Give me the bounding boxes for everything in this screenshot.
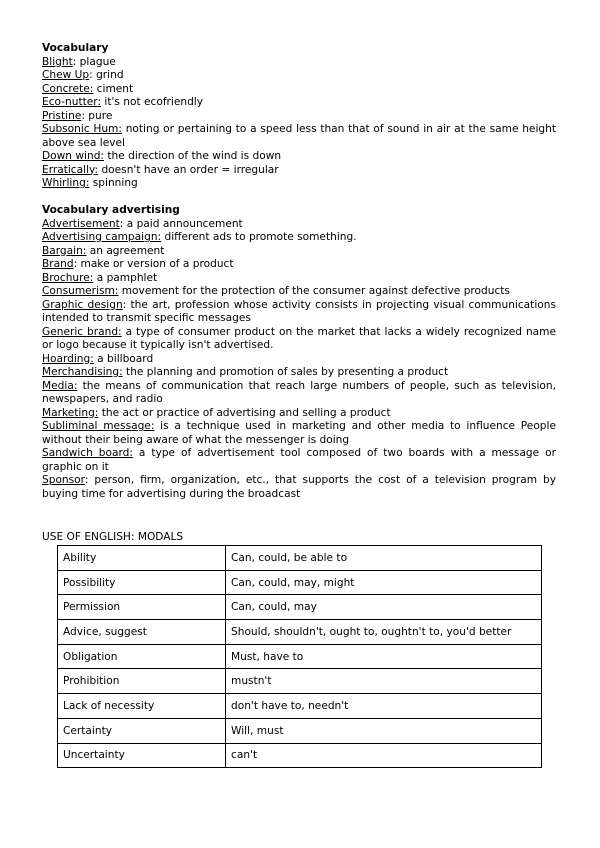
modal-verbs-cell: Can, could, may, might bbox=[226, 570, 542, 595]
ad-term: Bargain: bbox=[42, 244, 87, 257]
ad-definition: a billboard bbox=[93, 352, 154, 365]
ad-term: Graphic design bbox=[42, 298, 123, 311]
ad-term: Advertising campaign: bbox=[42, 231, 162, 243]
vocabulary-list bbox=[42, 56, 556, 191]
ad-entry bbox=[42, 258, 556, 272]
modal-function-cell: Ability bbox=[58, 546, 226, 571]
modal-function-cell: Obligation bbox=[58, 644, 226, 669]
ad-term: Brochure: bbox=[42, 271, 94, 284]
ad-definition: : a paid announcement bbox=[119, 217, 243, 230]
vocab-definition: the direction of the wind is down bbox=[104, 150, 282, 162]
modal-verbs-cell: don't have to, needn't bbox=[226, 694, 542, 719]
vocab-definition: doesn't have an order = irregular bbox=[98, 163, 279, 176]
ad-term: Hoarding: bbox=[42, 352, 94, 365]
vocab-definition: noting or pertaining to a speed less than that of sound in air at the same height above sea level bbox=[42, 123, 556, 149]
table-row bbox=[58, 546, 542, 571]
vocab-term: Concrete: bbox=[42, 82, 94, 95]
ad-definition: the means of communication that reach large numbers of people, such as television, newspapers, and radio bbox=[42, 379, 556, 405]
vocab-term: Erratically: bbox=[42, 163, 99, 176]
vocab-definition: : pure bbox=[81, 109, 113, 122]
vocab-definition: ciment bbox=[93, 82, 134, 95]
ad-entry bbox=[42, 245, 556, 259]
vocab-term: Subsonic Hum: bbox=[42, 123, 122, 135]
ad-definition: : make or version of a product bbox=[73, 258, 234, 270]
ad-entry bbox=[42, 420, 556, 447]
ad-entry bbox=[42, 299, 556, 326]
vocab-definition: spinning bbox=[89, 177, 138, 189]
ad-entry bbox=[42, 407, 556, 421]
vocab-term: Down wind: bbox=[42, 150, 105, 162]
modal-function-cell: Lack of necessity bbox=[58, 694, 226, 719]
vocabulary-heading: Vocabulary bbox=[42, 42, 109, 54]
modal-function-cell: Possibility bbox=[58, 570, 226, 595]
ad-definition: different ads to promote something. bbox=[161, 231, 357, 243]
ad-entry bbox=[42, 285, 556, 299]
table-row bbox=[58, 694, 542, 719]
vocab-definition: : grind bbox=[89, 69, 124, 81]
ad-term: Consumerism: bbox=[42, 285, 119, 297]
ad-entry bbox=[42, 353, 556, 367]
modal-verbs-cell: Should, shouldn't, ought to, oughtn't to, you'd better bbox=[226, 620, 542, 645]
modal-verbs-cell: Will, must bbox=[226, 718, 542, 743]
advertising-list bbox=[42, 218, 556, 502]
ad-definition: : person, firm, organization, etc., that supports the cost of a television program by buying time for advertising during the broadcast bbox=[42, 474, 556, 500]
document-page bbox=[42, 42, 556, 501]
modal-verbs-cell: can't bbox=[226, 743, 542, 768]
ad-definition: a type of consumer product on the market that lacks a widely recognized name or logo because it typically isn't advertised. bbox=[42, 325, 556, 351]
ad-term: Merchandising: bbox=[42, 366, 123, 378]
vocab-entry bbox=[42, 96, 556, 110]
vocab-entry bbox=[42, 56, 556, 70]
ad-term: Sandwich board: bbox=[42, 447, 133, 459]
vocab-term: Pristine bbox=[42, 109, 82, 122]
ad-entry bbox=[42, 447, 556, 474]
modal-function-cell: Advice, suggest bbox=[58, 620, 226, 645]
ad-definition: a pamphlet bbox=[93, 271, 158, 284]
ad-entry bbox=[42, 366, 556, 380]
table-row bbox=[58, 743, 542, 768]
ad-entry bbox=[42, 218, 556, 232]
ad-term: Generic brand: bbox=[42, 325, 122, 338]
vocab-definition: : plague bbox=[72, 55, 116, 68]
vocab-term: Chew Up bbox=[42, 69, 90, 81]
vocab-entry bbox=[42, 164, 556, 178]
ad-definition: an agreement bbox=[86, 244, 165, 257]
vocab-entry bbox=[42, 123, 556, 150]
modal-function-cell: Prohibition bbox=[58, 669, 226, 694]
ad-term: Media: bbox=[42, 379, 78, 392]
ad-term: Advertisement bbox=[42, 217, 120, 230]
ad-entry bbox=[42, 326, 556, 353]
vocab-term: Whirling: bbox=[42, 177, 90, 189]
vocab-entry bbox=[42, 110, 556, 124]
modal-verbs-cell: mustn't bbox=[226, 669, 542, 694]
table-row bbox=[58, 718, 542, 743]
modal-verbs-cell: Can, could, be able to bbox=[226, 546, 542, 571]
modal-verbs-cell: Can, could, may bbox=[226, 595, 542, 620]
modal-function-cell: Permission bbox=[58, 595, 226, 620]
modal-function-cell: Certainty bbox=[58, 718, 226, 743]
vocab-entry bbox=[42, 83, 556, 97]
section-spacer bbox=[42, 191, 556, 205]
ad-term: Marketing: bbox=[42, 406, 99, 419]
ad-definition: movement for the protection of the consumer against defective products bbox=[118, 285, 510, 297]
ad-definition: is a technique used in marketing and other media to influence People without their being aware of what the messenger is doing bbox=[42, 420, 556, 446]
ad-definition: the planning and promotion of sales by presenting a product bbox=[122, 366, 449, 378]
vocab-definition: it's not ecofriendly bbox=[101, 96, 204, 108]
ad-definition: the act or practice of advertising and selling a product bbox=[98, 406, 391, 419]
vocab-entry bbox=[42, 69, 556, 83]
ad-entry bbox=[42, 231, 556, 245]
vocab-term: Blight bbox=[42, 55, 73, 68]
table-row bbox=[58, 644, 542, 669]
ad-entry bbox=[42, 272, 556, 286]
ad-definition: a type of advertisement tool composed of two boards with a message or graphic on it bbox=[42, 447, 556, 473]
vocab-entry bbox=[42, 150, 556, 164]
table-row bbox=[58, 570, 542, 595]
ad-entry bbox=[42, 380, 556, 407]
table-row bbox=[58, 620, 542, 645]
ad-term: Sponsor bbox=[42, 474, 85, 486]
modal-function-cell: Uncertainty bbox=[58, 743, 226, 768]
table-row bbox=[58, 595, 542, 620]
ad-term: Subliminal message: bbox=[42, 420, 155, 432]
table-row bbox=[58, 669, 542, 694]
ad-term: Brand bbox=[42, 258, 74, 270]
ad-entry bbox=[42, 474, 556, 501]
ad-definition: : the art, profession whose activity consists in projecting visual communications intended to transmit specific messages bbox=[42, 298, 556, 324]
vocab-entry bbox=[42, 177, 556, 191]
advertising-heading: Vocabulary advertising bbox=[42, 204, 180, 216]
modals-heading: USE OF ENGLISH: MODALS bbox=[42, 531, 184, 543]
modal-verbs-cell: Must, have to bbox=[226, 644, 542, 669]
vocab-term: Eco-nutter: bbox=[42, 96, 102, 108]
modals-table bbox=[57, 545, 542, 768]
